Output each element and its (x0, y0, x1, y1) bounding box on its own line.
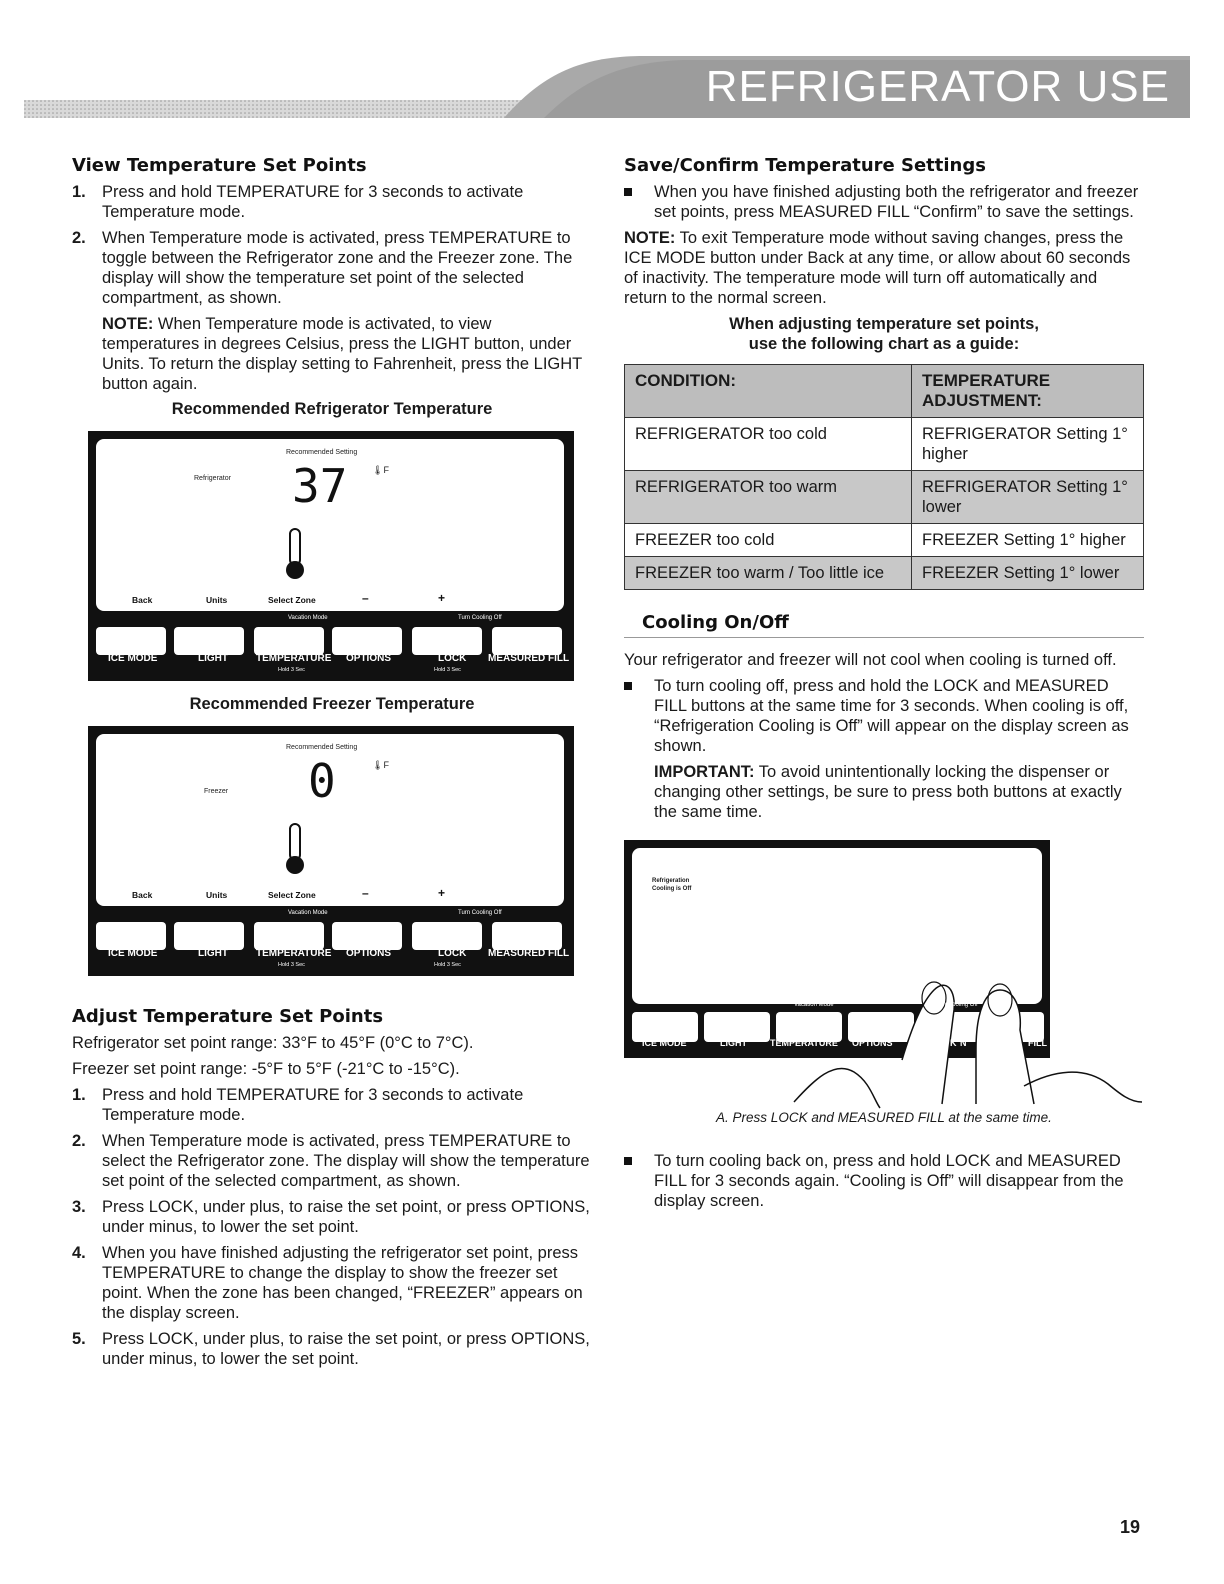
recommended-setting-label: Recommended Setting (286, 744, 358, 751)
adjustment-cell: REFRIGERATOR Setting 1° lower (912, 471, 1144, 524)
ice-mode-button[interactable] (96, 627, 166, 655)
lock-label-fragment: K (950, 1038, 957, 1048)
step-number: 3. (72, 1198, 86, 1216)
note-label: NOTE: (624, 229, 676, 247)
temperature-guide-table (624, 364, 1144, 590)
view-step-1 (72, 182, 592, 222)
select-zone-label: Select Zone (268, 595, 316, 605)
light-button[interactable] (174, 922, 244, 950)
adjust-heading: Adjust Temperature Set Points (72, 1006, 384, 1027)
step-text: When Temperature mode is activated, press TEMPERATURE to toggle between the Refrigerator zone and the Freezer zone. The display will show the temperature set point of the selected compartment, as shown. (102, 229, 573, 307)
plus-label: + (438, 591, 446, 605)
figure-caption: A. Press LOCK and MEASURED FILL at the same time. (716, 1110, 1052, 1125)
vacation-mode-label: Vacation Mode (288, 615, 328, 621)
temperature-label: TEMPERATURE (256, 948, 332, 959)
table-title (624, 314, 1144, 354)
adjustment-cell: FREEZER Setting 1° lower (912, 557, 1144, 590)
select-zone-label: Select Zone (268, 890, 316, 900)
fridge-range: Refrigerator set point range: 33°F to 45°F (0°C to 7°C). (72, 1034, 474, 1052)
table-row (625, 418, 1144, 471)
light-button[interactable] (174, 627, 244, 655)
note-text: To exit Temperature mode without saving changes, press the ICE MODE button under Back at any time, or allow about 60 seconds of inactivity. The temperature mode will turn off automatically and return to the normal screen. (624, 229, 1131, 307)
step-number: 2. (72, 229, 86, 247)
right-column (624, 155, 1144, 1217)
measured-fill-label: MEASURED FILL (488, 948, 570, 959)
light-label: LIGHT (198, 948, 228, 959)
options-button[interactable] (332, 627, 402, 655)
ice-mode-label: ICE MODE (642, 1038, 687, 1048)
turn-cooling-off-label: Turn Cooling Off (934, 1002, 978, 1008)
measured-label-fragment: N (960, 1038, 967, 1048)
adjustment-cell: FREEZER Setting 1° higher (912, 524, 1144, 557)
step-number: 1. (72, 1086, 86, 1104)
freezer-caption: Recommended Freezer Temperature (189, 695, 475, 713)
measured-fill-button[interactable] (492, 922, 562, 950)
fahrenheit-unit: 🌡F (372, 760, 389, 770)
temperature-button[interactable] (254, 922, 324, 950)
adjustment-cell: REFRIGERATOR Setting 1° higher (912, 418, 1144, 471)
fridge-caption: Recommended Refrigerator Temperature (171, 400, 493, 418)
important-text: To avoid unintentionally locking the dispenser or changing other settings, be sure to press both buttons at exactly the same time. (654, 763, 1122, 821)
cooling-important (624, 762, 1144, 822)
set-point-digits: 0 (308, 754, 336, 808)
turn-cooling-off-label: Turn Cooling Off (458, 615, 502, 621)
fill-label-fragment: FILL (1028, 1038, 1047, 1048)
minus-label: – (362, 886, 369, 900)
adjust-step-1 (72, 1085, 592, 1125)
freezer-display-panel (88, 726, 574, 976)
screen-status-line-1: Refrigeration (652, 878, 690, 884)
step-text: When you have finished adjusting the refrigerator set point, press TEMPERATURE to change the display to show the freezer set point. When the zone has been changed, “FREEZER” appears on the display screen. (102, 1244, 583, 1322)
condition-cell: REFRIGERATOR too cold (625, 418, 912, 471)
step-number: 2. (72, 1132, 86, 1150)
note-label: NOTE: (102, 315, 154, 333)
lock-button[interactable] (412, 627, 482, 655)
step-text: Press and hold TEMPERATURE for 3 seconds to activate Temperature mode. (102, 1086, 524, 1124)
screen-status-line-2: Cooling is Off (652, 886, 692, 892)
bullet-text: To turn cooling back on, press and hold LOCK and MEASURED FILL for 3 seconds again. “Cooling is Off” will disappear from the display screen. (654, 1152, 1124, 1210)
step-number: 1. (72, 183, 86, 201)
condition-header: CONDITION: (625, 365, 912, 418)
temperature-hold-label: Hold 3 Sec (278, 962, 305, 968)
bullet-square-icon (624, 188, 632, 196)
cooling-bullet-2 (624, 1151, 1144, 1211)
temperature-label: TEMPERATURE (256, 653, 332, 664)
lock-button[interactable] (412, 922, 482, 950)
thermometer-icon (282, 822, 308, 876)
table-row (625, 557, 1144, 590)
bullet-text: When you have finished adjusting both the refrigerator and freezer set points, press MEASURED FILL “Confirm” to save the settings. (654, 183, 1139, 221)
save-heading: Save/Confirm Temperature Settings (624, 155, 986, 176)
lock-label: LOCK (438, 948, 467, 959)
freezer-range: Freezer set point range: -5°F to 5°F (-21°C to -15°C). (72, 1060, 460, 1078)
save-note (624, 228, 1144, 308)
page-number: 19 (1120, 1517, 1141, 1537)
options-label: OPTIONS (346, 653, 392, 664)
set-point-digits: 37 (292, 459, 348, 513)
step-text: Press LOCK, under plus, to raise the set point, or press OPTIONS, under minus, to lower the set point. (102, 1198, 590, 1236)
adjust-step-2 (72, 1131, 592, 1191)
adjust-step-5 (72, 1329, 592, 1369)
ice-mode-label: ICE MODE (108, 948, 158, 959)
adjust-step-3 (72, 1197, 592, 1237)
units-label: Units (206, 890, 228, 900)
step-number: 4. (72, 1244, 86, 1262)
options-label: OPTIONS (852, 1038, 893, 1048)
step-text: Press and hold TEMPERATURE for 3 seconds to activate Temperature mode. (102, 183, 524, 221)
table-title-line-2: use the following chart as a guide: (748, 335, 1020, 353)
cooling-heading: Cooling On/Off (624, 612, 1144, 638)
condition-cell: REFRIGERATOR too warm (625, 471, 912, 524)
refrigerator-display-panel (88, 431, 574, 681)
measured-fill-label: MEASURED FILL (488, 653, 570, 664)
zone-label: Refrigerator (194, 475, 231, 482)
cooling-bullet-1 (624, 676, 1144, 756)
table-header-row (625, 365, 1144, 418)
ice-mode-label: ICE MODE (108, 653, 158, 664)
condition-cell: FREEZER too warm / Too little ice (625, 557, 912, 590)
save-bullet (624, 182, 1144, 222)
light-label: LIGHT (720, 1038, 747, 1048)
thermometer-icon (282, 527, 308, 581)
bullet-text: To turn cooling off, press and hold the LOCK and MEASURED FILL buttons at the same time for 3 seconds. When cooling is off, “Refrigeration Cooling is Off” will appear on the display screen as shown. (654, 677, 1129, 755)
section-header-band (24, 52, 1190, 118)
temperature-label: TEMPERATURE (770, 1038, 838, 1048)
left-column (72, 155, 592, 1375)
view-step-2 (72, 228, 592, 308)
cooling-off-figure (624, 840, 1144, 1110)
measured-fill-button[interactable] (492, 627, 562, 655)
section-title: REFRIGERATOR USE (705, 62, 1170, 111)
back-label: Back (132, 890, 153, 900)
lock-label: LOCK (438, 653, 467, 664)
vacation-mode-label: Vacation Mode (794, 1002, 834, 1008)
adjust-step-4 (72, 1243, 592, 1323)
turn-cooling-off-label: Turn Cooling Off (458, 910, 502, 916)
cooling-panel-graphic (624, 840, 1144, 1110)
table-row (625, 524, 1144, 557)
back-label: Back (132, 595, 153, 605)
thermometer-small-icon: 🌡 (372, 465, 384, 475)
ice-mode-button[interactable] (96, 922, 166, 950)
vacation-mode-label: Vacation Mode (288, 910, 328, 916)
minus-label: – (362, 591, 369, 605)
view-heading: View Temperature Set Points (72, 155, 367, 176)
lock-hold-label: Hold 3 Sec (434, 667, 461, 673)
options-label: OPTIONS (346, 948, 392, 959)
display-screen (96, 734, 564, 906)
adjustment-header: TEMPERATURE ADJUSTMENT: (912, 365, 1144, 418)
plus-label: + (438, 886, 446, 900)
display-screen (96, 439, 564, 611)
table-row (625, 471, 1144, 524)
step-text: When Temperature mode is activated, press TEMPERATURE to select the Refrigerator zone. The display will show the temperature set point of the selected compartment, as shown. (102, 1132, 590, 1190)
condition-cell: FREEZER too cold (625, 524, 912, 557)
temperature-button[interactable] (254, 627, 324, 655)
step-text: Press LOCK, under plus, to raise the set point, or press OPTIONS, under minus, to lower the set point. (102, 1330, 590, 1368)
lock-hold-label: Hold 3 Sec (434, 962, 461, 968)
thermometer-small-icon: 🌡 (372, 760, 384, 770)
options-button[interactable] (332, 922, 402, 950)
bullet-square-icon (624, 682, 632, 690)
view-note (72, 314, 592, 394)
table-title-line-1: When adjusting temperature set points, (729, 315, 1039, 333)
step-number: 5. (72, 1330, 86, 1348)
temperature-hold-label: Hold 3 Sec (278, 667, 305, 673)
units-label: Units (206, 595, 228, 605)
zone-label: Freezer (204, 788, 229, 795)
cooling-intro: Your refrigerator and freezer will not cool when cooling is turned off. (624, 651, 1117, 669)
note-text: When Temperature mode is activated, to view temperatures in degrees Celsius, press the LIGHT button, under Units. To return the display setting to Fahrenheit, press the LIGHT button again. (102, 315, 582, 393)
recommended-setting-label: Recommended Setting (286, 449, 358, 456)
light-label: LIGHT (198, 653, 228, 664)
bullet-square-icon (624, 1157, 632, 1165)
important-label: IMPORTANT: (654, 763, 755, 781)
fahrenheit-unit: 🌡F (372, 465, 389, 475)
